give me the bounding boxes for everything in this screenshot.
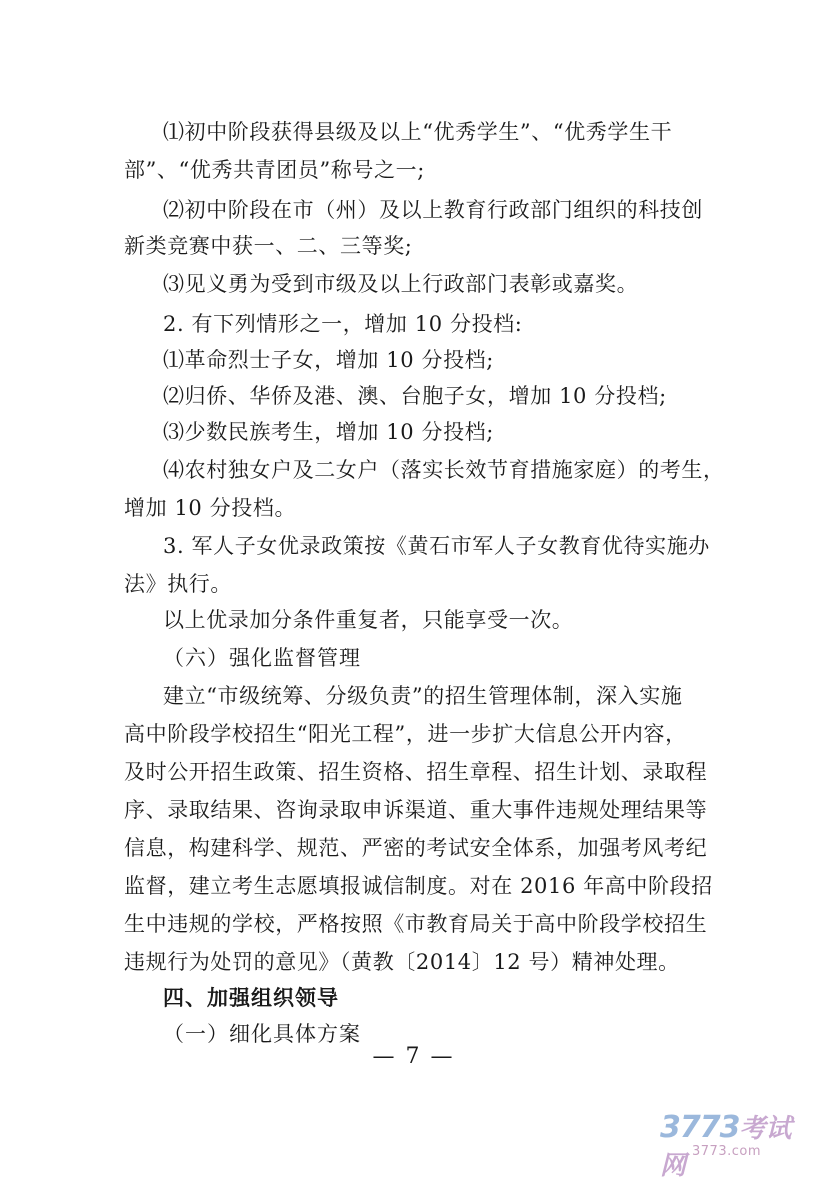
paragraph-line: 生中违规的学校，严格按照《市教育局关于高中阶段学校招生 <box>124 912 708 936</box>
paragraph-line: 以上优录加分条件重复者，只能享受一次。 <box>163 608 574 632</box>
watermark-cn: 考试网 <box>660 1114 792 1181</box>
paragraph-line: ⑵初中阶段在市（州）及以上教育行政部门组织的科技创 <box>163 198 703 222</box>
watermark-url: 3773.com <box>692 1144 761 1159</box>
paragraph-line: 3. 军人子女优录政策按《黄石市军人子女教育优待实施办 <box>163 534 710 558</box>
paragraph-line: 监督，建立考生志愿填报诚信制度。对在 2016 年高中阶段招 <box>124 874 713 898</box>
paragraph-line: 及时公开招生政策、招生资格、招生章程、招生计划、录取程 <box>124 760 708 784</box>
paragraph-line: 序、录取结果、咨询录取申诉渠道、重大事件违规处理结果等 <box>124 798 708 822</box>
paragraph-line: 高中阶段学校招生“阳光工程”，进一步扩大信息公开内容， <box>124 722 687 746</box>
paragraph-line: 建立“市级统筹、分级负责”的招生管理体制，深入实施 <box>163 684 683 708</box>
paragraph-line: 违规行为处罚的意见》（黄教〔2014〕12 号）精神处理。 <box>124 950 680 974</box>
paragraph-line: ⑴初中阶段获得县级及以上“优秀学生”、“优秀学生干 <box>163 120 673 144</box>
section-heading: 四、加强组织领导 <box>163 986 339 1010</box>
paragraph-line: 新类竞赛中获一、二、三等奖; <box>124 234 413 258</box>
paragraph-line: 信息，构建科学、规范、严密的考试安全体系，加强考风考纪 <box>124 836 708 860</box>
paragraph-line: ⑵归侨、华侨及港、澳、台胞子女，增加 10 分投档; <box>163 384 667 408</box>
paragraph-line: ⑷农村独女户及二女户（落实长效节育措施家庭）的考生， <box>163 458 725 482</box>
paragraph-line: ⑶少数民族考生，增加 10 分投档; <box>163 420 494 444</box>
paragraph-line: ⑴革命烈士子女，增加 10 分投档; <box>163 348 494 372</box>
paragraph-line: 部”、“优秀共青团员”称号之一; <box>124 158 425 182</box>
page-number: — 7 — <box>372 1044 455 1069</box>
watermark-logo <box>660 1108 810 1181</box>
section-subheading: （一）细化具体方案 <box>163 1022 361 1046</box>
paragraph-line: 2. 有下列情形之一，增加 10 分投档: <box>163 312 523 336</box>
watermark-digits: 3773 <box>660 1110 740 1145</box>
paragraph-line: 法》执行。 <box>124 572 232 596</box>
paragraph-line: ⑶见义勇为受到市级及以上行政部门表彰或嘉奖。 <box>163 272 639 296</box>
paragraph-line: 增加 10 分投档。 <box>124 496 297 520</box>
section-subheading: （六）强化监督管理 <box>163 646 361 670</box>
